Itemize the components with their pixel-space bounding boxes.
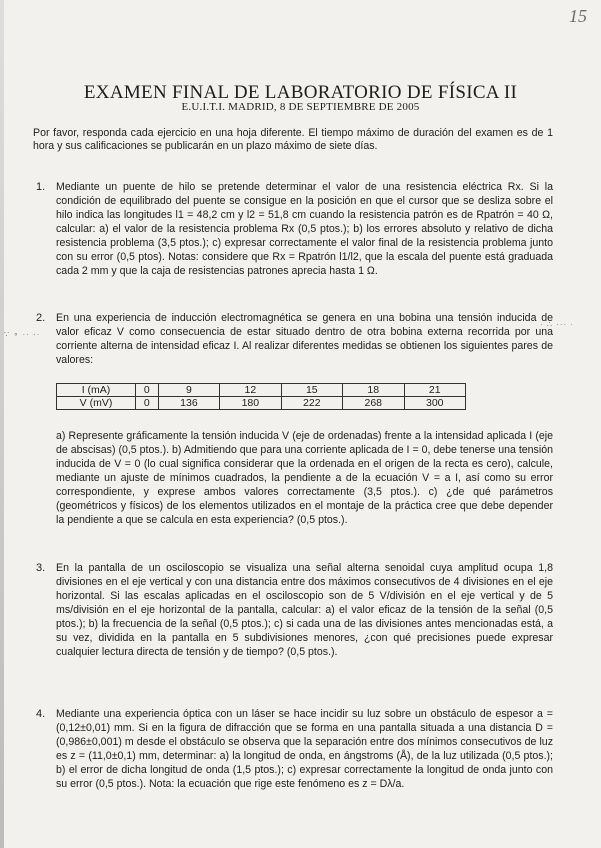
- question-text: Mediante una experiencia óptica con un láser se hace incidir su luz sobre un obstáculo de espesor a = (0,12±0,01) mm. Si en la figura de difracción que se forma en una pantalla situada a una distancia D = (0,986±0,001) m desde el obstáculo se observa que la separación entre dos mínimos consecutivos de luz es z = (11,0±0,1) mm, determinar: a) la longitud de onda, en ángstroms (Å), de la luz utilizada (0,5 ptos.); b) el error de dicha longitud de onda (1,5 ptos.); c) expresar correctamente la longitud de onda junto con su error (0,5 ptos.). Nota: la ecuación que rige este fenómeno es z = Dλ/a.: [56, 708, 553, 790]
- margin-mark-left: ∵ ∘ ·· ··: [4, 330, 41, 339]
- question-text: Mediante un puente de hilo se pretende determinar el valor de una resistencia eléctrica Rx. Si la condición de equilibrado del puente se consigue en la posición en que el cursor que se desliza sobre el hilo indica las longitudes l1 = 48,2 cm y l2 = 51,8 cm cuando la resistencia patrón es de Rpatrón = 40 Ω, calcular: a) el valor de la resistencia problema Rx (0,5 ptos.); b) los errores absoluto y relativo de dicha resistencia problema (3,5 ptos.); c) expresar correctamente el valor final de la resistencia problema junto con su error (0,5 ptos). Notas: considere que Rx = Rpatrón l1/l2, que la escala del puente está graduada cada 2 mm y que la caja de resistencias patrones aprecia hasta 1 Ω.: [56, 181, 553, 277]
- table-cell: 222: [281, 397, 342, 410]
- table-cell: 0: [136, 397, 159, 410]
- exam-title: EXAMEN FINAL DE LABORATORIO DE FÍSICA II: [83, 82, 518, 103]
- table-cell: 0: [136, 384, 159, 397]
- question-4: [36, 707, 553, 791]
- table-cell: 18: [343, 384, 404, 397]
- exam-subtitle: E.U.I.T.I. MADRID, 8 DE SEPTIEMBRE DE 2005: [181, 101, 420, 113]
- row-label: I (mA): [57, 384, 136, 397]
- table-cell: 300: [404, 397, 466, 410]
- table-cell: 268: [343, 397, 404, 410]
- question-number: 3.: [36, 562, 46, 574]
- table-cell: 136: [158, 397, 219, 410]
- table-row: [57, 397, 466, 410]
- table-cell: 21: [404, 384, 466, 397]
- exam-instructions: Por favor, responda cada ejercicio en una hoja diferente. El tiempo máximo de duración del examen es de 1 hora y sus calificaciones se publicarán en un plazo máximo de siete días.: [33, 127, 553, 152]
- question-3: [36, 561, 553, 659]
- table-cell: 15: [281, 384, 342, 397]
- table-cell: 12: [220, 384, 281, 397]
- margin-mark-right: · ∴ ··· ·: [540, 320, 575, 329]
- table-row: [57, 384, 466, 397]
- row-label: V (mV): [57, 397, 136, 410]
- question-2: [36, 311, 553, 367]
- measurement-table: [56, 383, 466, 410]
- question-number: 2.: [36, 312, 46, 324]
- question-number: 1.: [36, 181, 46, 193]
- question-2-parts: [56, 429, 553, 527]
- question-text: En la pantalla de un osciloscopio se visualiza una señal alterna senoidal cuya amplitud ocupa 1,8 divisiones en el eje vertical y con una distancia entre dos máximos consecutivos de 4 divisiones en el eje horizontal. Si las escalas aplicadas en el osciloscopio son de 5 V/división en el eje vertical y de 5 ms/división en el eje horizontal de la pantalla, calcular: a) el valor eficaz de la tensión de la señal (0,5 ptos.); b) la frecuencia de la señal (0,5 ptos.); c) si cada una de las divisiones antes mencionadas está, a su vez, dividida en la pantalla en 5 subdivisiones menores, ¿con qué precisiones puede expresar cualquier lectura directa de tensión y de tiempo? (0,5 ptos.).: [56, 562, 553, 658]
- page-number: 15: [569, 6, 587, 26]
- question-text: a) Represente gráficamente la tensión inducida V (eje de ordenadas) frente a la intensidad aplicada I (eje de abscisas) (0,5 ptos.). b) Admitiendo que para una corriente aplicada de I = 0, debe tenerse una tensión inducida de V = 0 (lo cual significa considerar que la ordenada en el origen de la recta es cero), calcule, mediante un ajuste de mínimos cuadrados, la pendiente a de la ecuación V = a I, así como su error correspondiente, y exprese ambos valores correctamente (3,5 ptos.). c) ¿de qué parámetros (geométricos y físicos) de los elementos utilizados en el montaje de la práctica cree que debe depender la pendiente a que se calcula en esta experiencia? (0,5 ptos.).: [56, 430, 553, 526]
- scan-edge: [0, 0, 4, 848]
- table-cell: 180: [220, 397, 281, 410]
- question-text: En una experiencia de inducción electromagnética se genera en una bobina una tensión inducida de valor eficaz V como consecuencia de estar situado dentro de otra bobina externa recorrida por una corriente alterna de intensidad eficaz I. Al realizar diferentes medidas se obtienen los siguientes pares de valores:: [56, 312, 553, 366]
- question-1: [36, 180, 553, 278]
- question-number: 4.: [36, 708, 46, 720]
- table-cell: 9: [158, 384, 219, 397]
